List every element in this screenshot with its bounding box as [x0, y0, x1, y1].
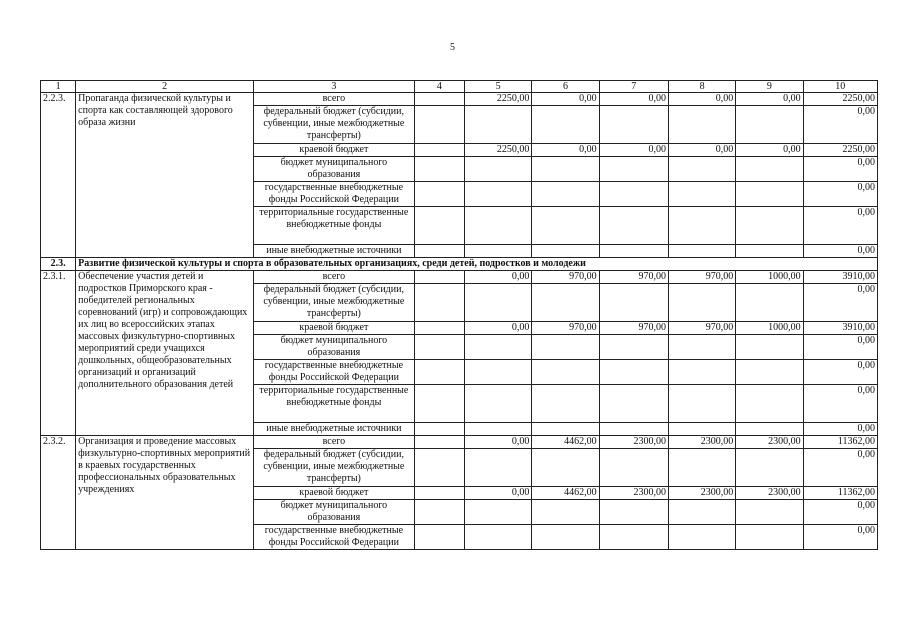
- value-cell: 0,00: [803, 245, 877, 258]
- value-cell: 2300,00: [736, 487, 803, 500]
- value-cell: 0,00: [803, 106, 877, 144]
- value-cell: [736, 525, 803, 550]
- value-cell: 2300,00: [668, 487, 735, 500]
- value-cell: 0,00: [532, 93, 599, 106]
- value-cell: 0,00: [668, 93, 735, 106]
- funding-source: государственные внебюджетные фонды Российской Федерации: [254, 525, 415, 550]
- value-cell: 4462,00: [532, 436, 599, 449]
- value-cell: 0,00: [465, 271, 532, 284]
- value-cell: 0,00: [803, 525, 877, 550]
- value-cell: 1000,00: [736, 271, 803, 284]
- column-header: 4: [414, 81, 464, 93]
- funding-source: бюджет муниципального образования: [254, 335, 415, 360]
- value-cell: 2300,00: [668, 436, 735, 449]
- value-cell: [668, 245, 735, 258]
- funding-source: государственные внебюджетные фонды Российской Федерации: [254, 182, 415, 207]
- value-cell: 0,00: [668, 144, 735, 157]
- measure-number: 2.3.2.: [41, 436, 76, 550]
- value-cell: 0,00: [803, 423, 877, 436]
- value-cell: [465, 423, 532, 436]
- value-cell: [532, 157, 599, 182]
- funding-source: всего: [254, 436, 415, 449]
- value-cell: [668, 335, 735, 360]
- value-cell: [465, 525, 532, 550]
- value-cell: [414, 487, 464, 500]
- value-cell: [414, 144, 464, 157]
- value-cell: 0,00: [736, 144, 803, 157]
- budget-table: [40, 80, 878, 550]
- funding-source: всего: [254, 93, 415, 106]
- value-cell: [736, 182, 803, 207]
- funding-source: краевой бюджет: [254, 487, 415, 500]
- value-cell: [414, 182, 464, 207]
- value-cell: [465, 335, 532, 360]
- measure-name: Пропаганда физической культуры и спорта как составляющей здорового образа жизни: [76, 93, 254, 258]
- value-cell: 0,00: [465, 322, 532, 335]
- table-row: [41, 93, 878, 106]
- value-cell: [668, 500, 735, 525]
- value-cell: [465, 157, 532, 182]
- value-cell: 0,00: [803, 335, 877, 360]
- measure-name: Организация и проведение массовых физкультурно-спортивных мероприятий в краевых государственных профессиональных образовательных учреждениях: [76, 436, 254, 550]
- value-cell: [736, 245, 803, 258]
- value-cell: [414, 335, 464, 360]
- funding-source: территориальные государственные внебюджетные фонды: [254, 207, 415, 245]
- value-cell: 0,00: [803, 157, 877, 182]
- measure-number: 2.2.3.: [41, 93, 76, 258]
- value-cell: [599, 385, 668, 423]
- value-cell: [599, 182, 668, 207]
- value-cell: 0,00: [803, 360, 877, 385]
- value-cell: 970,00: [599, 271, 668, 284]
- value-cell: [599, 423, 668, 436]
- value-cell: [668, 385, 735, 423]
- funding-source: федеральный бюджет (субсидии, субвенции, иные межбюджетные трансферты): [254, 106, 415, 144]
- table-row: [41, 436, 878, 449]
- value-cell: 970,00: [532, 322, 599, 335]
- column-header: 2: [76, 81, 254, 93]
- value-cell: [414, 360, 464, 385]
- column-header: 9: [736, 81, 803, 93]
- value-cell: [532, 182, 599, 207]
- measure-name: Обеспечение участия детей и подростков Приморского края - победителей региональных соревнований (игр) и сопровождающих их лиц во всероссийских этапах массовых физкультурно-спортивных мероприятий среди учащихся дошкольных, общеобразовательных организаций и организаций дополнительного образования детей: [76, 271, 254, 436]
- page-number: 5: [450, 42, 455, 53]
- value-cell: [465, 360, 532, 385]
- value-cell: [532, 207, 599, 245]
- value-cell: [465, 284, 532, 322]
- value-cell: 11362,00: [803, 487, 877, 500]
- column-header: 8: [668, 81, 735, 93]
- value-cell: [414, 436, 464, 449]
- value-cell: [736, 423, 803, 436]
- value-cell: [736, 106, 803, 144]
- value-cell: [599, 500, 668, 525]
- value-cell: 970,00: [668, 322, 735, 335]
- funding-source: федеральный бюджет (субсидии, субвенции, иные межбюджетные трансферты): [254, 449, 415, 487]
- value-cell: [599, 449, 668, 487]
- column-number-row: [41, 81, 878, 93]
- value-cell: 0,00: [532, 144, 599, 157]
- value-cell: 0,00: [803, 207, 877, 245]
- table-body: [41, 81, 878, 550]
- value-cell: [414, 106, 464, 144]
- value-cell: 0,00: [803, 500, 877, 525]
- value-cell: [414, 449, 464, 487]
- value-cell: [465, 207, 532, 245]
- value-cell: 0,00: [599, 93, 668, 106]
- value-cell: [668, 449, 735, 487]
- value-cell: 4462,00: [532, 487, 599, 500]
- funding-source: краевой бюджет: [254, 144, 415, 157]
- value-cell: [668, 207, 735, 245]
- funding-source: иные внебюджетные источники: [254, 245, 415, 258]
- funding-source: краевой бюджет: [254, 322, 415, 335]
- value-cell: [465, 245, 532, 258]
- value-cell: [736, 360, 803, 385]
- value-cell: [668, 525, 735, 550]
- value-cell: 2300,00: [599, 487, 668, 500]
- value-cell: [736, 449, 803, 487]
- value-cell: 0,00: [803, 385, 877, 423]
- value-cell: [414, 385, 464, 423]
- value-cell: [532, 245, 599, 258]
- value-cell: 0,00: [803, 284, 877, 322]
- value-cell: [736, 157, 803, 182]
- funding-source: федеральный бюджет (субсидии, субвенции, иные межбюджетные трансферты): [254, 284, 415, 322]
- value-cell: 0,00: [599, 144, 668, 157]
- value-cell: [414, 284, 464, 322]
- value-cell: [465, 385, 532, 423]
- value-cell: [532, 335, 599, 360]
- funding-source: территориальные государственные внебюджетные фонды: [254, 385, 415, 423]
- value-cell: 970,00: [599, 322, 668, 335]
- column-header: 10: [803, 81, 877, 93]
- value-cell: 970,00: [668, 271, 735, 284]
- funding-source: бюджет муниципального образования: [254, 157, 415, 182]
- value-cell: [599, 106, 668, 144]
- measure-number: 2.3.1.: [41, 271, 76, 436]
- value-cell: 1000,00: [736, 322, 803, 335]
- value-cell: [414, 500, 464, 525]
- value-cell: [668, 182, 735, 207]
- value-cell: [599, 245, 668, 258]
- value-cell: [599, 157, 668, 182]
- funding-source: государственные внебюджетные фонды Российской Федерации: [254, 360, 415, 385]
- value-cell: 970,00: [532, 271, 599, 284]
- value-cell: [668, 360, 735, 385]
- section-title: Развитие физической культуры и спорта в образовательных организациях, среди детей, подростков и молодежи: [76, 258, 878, 271]
- value-cell: [414, 157, 464, 182]
- value-cell: [599, 335, 668, 360]
- value-cell: 2250,00: [803, 144, 877, 157]
- value-cell: [465, 106, 532, 144]
- value-cell: [736, 335, 803, 360]
- value-cell: 0,00: [465, 487, 532, 500]
- value-cell: [414, 322, 464, 335]
- value-cell: [532, 106, 599, 144]
- column-header: 5: [465, 81, 532, 93]
- value-cell: [668, 423, 735, 436]
- column-header: 7: [599, 81, 668, 93]
- value-cell: [414, 245, 464, 258]
- section-number: 2.3.: [41, 258, 76, 271]
- funding-source: иные внебюджетные источники: [254, 423, 415, 436]
- value-cell: [532, 449, 599, 487]
- section-row: [41, 258, 878, 271]
- value-cell: [414, 207, 464, 245]
- value-cell: [668, 106, 735, 144]
- value-cell: [668, 284, 735, 322]
- column-header: 3: [254, 81, 415, 93]
- value-cell: [736, 284, 803, 322]
- value-cell: 0,00: [803, 449, 877, 487]
- value-cell: 0,00: [803, 182, 877, 207]
- value-cell: [532, 500, 599, 525]
- value-cell: [414, 423, 464, 436]
- value-cell: [599, 207, 668, 245]
- value-cell: 2250,00: [465, 144, 532, 157]
- column-header: 6: [532, 81, 599, 93]
- value-cell: 0,00: [465, 436, 532, 449]
- value-cell: 3910,00: [803, 322, 877, 335]
- table-row: [41, 271, 878, 284]
- value-cell: [599, 284, 668, 322]
- value-cell: [736, 207, 803, 245]
- value-cell: [414, 271, 464, 284]
- value-cell: [465, 500, 532, 525]
- value-cell: [599, 360, 668, 385]
- value-cell: [532, 385, 599, 423]
- funding-source: бюджет муниципального образования: [254, 500, 415, 525]
- value-cell: [532, 423, 599, 436]
- value-cell: [414, 93, 464, 106]
- value-cell: [532, 284, 599, 322]
- value-cell: [736, 385, 803, 423]
- value-cell: 2300,00: [599, 436, 668, 449]
- value-cell: [736, 500, 803, 525]
- value-cell: [532, 525, 599, 550]
- column-header: 1: [41, 81, 76, 93]
- value-cell: [532, 360, 599, 385]
- value-cell: 2250,00: [803, 93, 877, 106]
- value-cell: 2250,00: [465, 93, 532, 106]
- value-cell: [599, 525, 668, 550]
- value-cell: 3910,00: [803, 271, 877, 284]
- value-cell: [465, 182, 532, 207]
- value-cell: 11362,00: [803, 436, 877, 449]
- value-cell: [668, 157, 735, 182]
- value-cell: 2300,00: [736, 436, 803, 449]
- funding-source: всего: [254, 271, 415, 284]
- value-cell: [465, 449, 532, 487]
- value-cell: [414, 525, 464, 550]
- value-cell: 0,00: [736, 93, 803, 106]
